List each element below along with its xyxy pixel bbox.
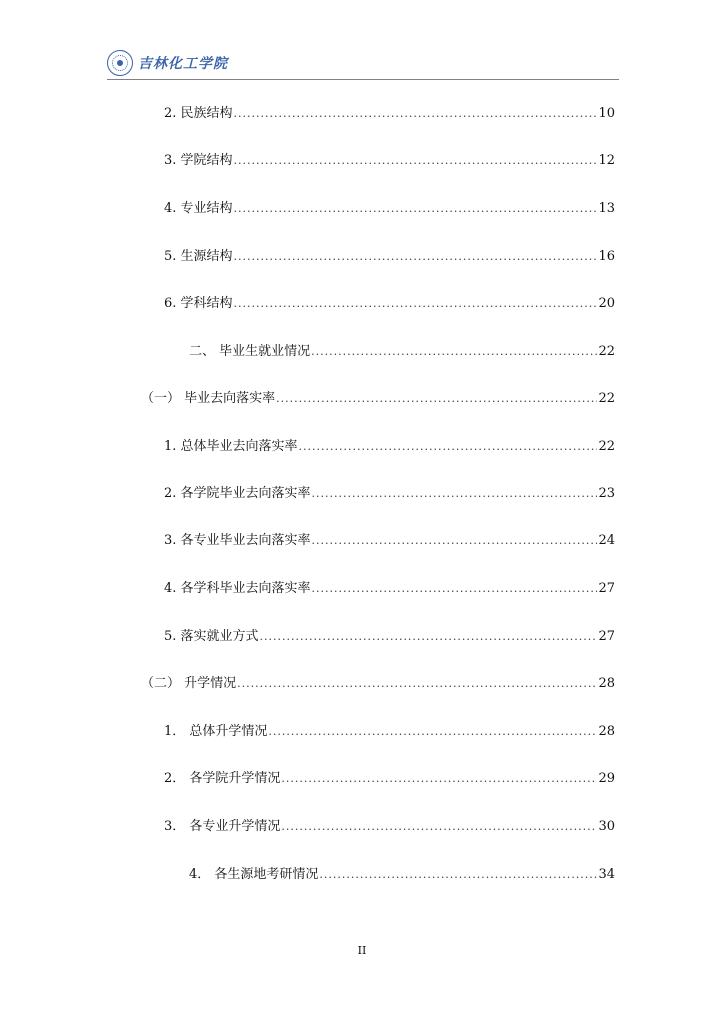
toc-entry-page: 30: [598, 819, 615, 834]
toc-entry-page: 29: [598, 771, 615, 786]
toc-dot-leader: [234, 151, 598, 171]
toc-entry-page: 27: [598, 581, 615, 596]
toc-entry-label: 二、 毕业生就业情况: [189, 344, 311, 359]
toc-entry[interactable]: [189, 865, 615, 885]
toc-entry-label: 2. 民族结构: [164, 106, 233, 121]
toc-dot-leader: [260, 627, 598, 647]
toc-entry-label: 3. 各专业毕业去向落实率: [164, 533, 311, 548]
toc-dot-leader: [234, 199, 598, 219]
toc-entry-page: 12: [598, 153, 615, 168]
toc-entry[interactable]: [164, 104, 615, 124]
toc-entry[interactable]: [164, 531, 615, 551]
toc-entry-label: 5. 生源结构: [164, 249, 233, 264]
toc-entry-page: 27: [598, 629, 615, 644]
toc-dot-leader: [319, 865, 597, 885]
toc-entry-label: 4. 各学科毕业去向落实率: [164, 581, 311, 596]
toc-entry-page: 22: [598, 344, 615, 359]
toc-entry[interactable]: [164, 437, 615, 457]
toc-entry[interactable]: [164, 484, 615, 504]
toc-entry[interactable]: [164, 247, 615, 267]
toc-entry[interactable]: [164, 722, 615, 742]
toc-entry-page: 22: [598, 391, 615, 406]
page-header: [107, 48, 228, 78]
toc-entry-label: 6. 学科结构: [164, 296, 233, 311]
toc-entry-page: 16: [598, 249, 615, 264]
toc-entry-page: 34: [598, 867, 615, 882]
toc-entry-page: 24: [598, 533, 615, 548]
toc-entry-label: 4. 专业结构: [164, 201, 233, 216]
toc-dot-leader: [311, 342, 597, 362]
toc-entry[interactable]: [141, 389, 615, 409]
school-name: 吉林化工学院: [138, 56, 228, 72]
toc-entry-page: 23: [598, 486, 615, 501]
toc-dot-leader: [312, 579, 598, 599]
toc-entry-page: 28: [598, 724, 615, 739]
toc-entry[interactable]: [164, 579, 615, 599]
toc-dot-leader: [312, 531, 598, 551]
toc-dot-leader: [281, 817, 597, 837]
toc-entry[interactable]: [164, 769, 615, 789]
toc-dot-leader: [312, 484, 598, 504]
toc-entry[interactable]: [164, 294, 615, 314]
toc-entry-page: 20: [598, 296, 615, 311]
toc-entry-label: 1. 总体毕业去向落实率: [164, 439, 298, 454]
header-divider: [107, 79, 619, 80]
toc-dot-leader: [276, 389, 597, 409]
toc-entry-page: 13: [598, 201, 615, 216]
toc-entry-label: 2． 各学院升学情况: [164, 771, 281, 786]
toc-entry[interactable]: [164, 627, 615, 647]
toc-entry-label: （一） 毕业去向落实率: [141, 391, 276, 406]
page-number: II: [357, 944, 367, 957]
toc-entry-label: 5. 落实就业方式: [164, 629, 259, 644]
toc-dot-leader: [268, 722, 597, 742]
toc-entry-page: 10: [598, 106, 615, 121]
toc-entry-label: （二） 升学情况: [141, 676, 237, 691]
toc-entry[interactable]: [164, 199, 615, 219]
toc-entry-label: 1． 总体升学情况: [164, 724, 268, 739]
toc-entry[interactable]: [164, 151, 615, 171]
toc-entry-label: 2. 各学院毕业去向落实率: [164, 486, 311, 501]
toc-entry[interactable]: [141, 674, 615, 694]
toc-dot-leader: [234, 104, 598, 124]
toc-entry-page: 22: [598, 439, 615, 454]
toc-entry-page: 28: [598, 676, 615, 691]
school-seal-logo: [107, 50, 133, 76]
toc-dot-leader: [237, 674, 597, 694]
toc-entry-label: 4． 各生源地考研情况: [189, 867, 319, 882]
toc-dot-leader: [234, 247, 598, 267]
toc-dot-leader: [299, 437, 598, 457]
toc-entry-label: 3． 各专业升学情况: [164, 819, 281, 834]
toc-entry-label: 3. 学院结构: [164, 153, 233, 168]
toc-dot-leader: [234, 294, 598, 314]
toc-entry[interactable]: [189, 342, 615, 362]
toc-entry[interactable]: [164, 817, 615, 837]
toc-dot-leader: [281, 769, 597, 789]
